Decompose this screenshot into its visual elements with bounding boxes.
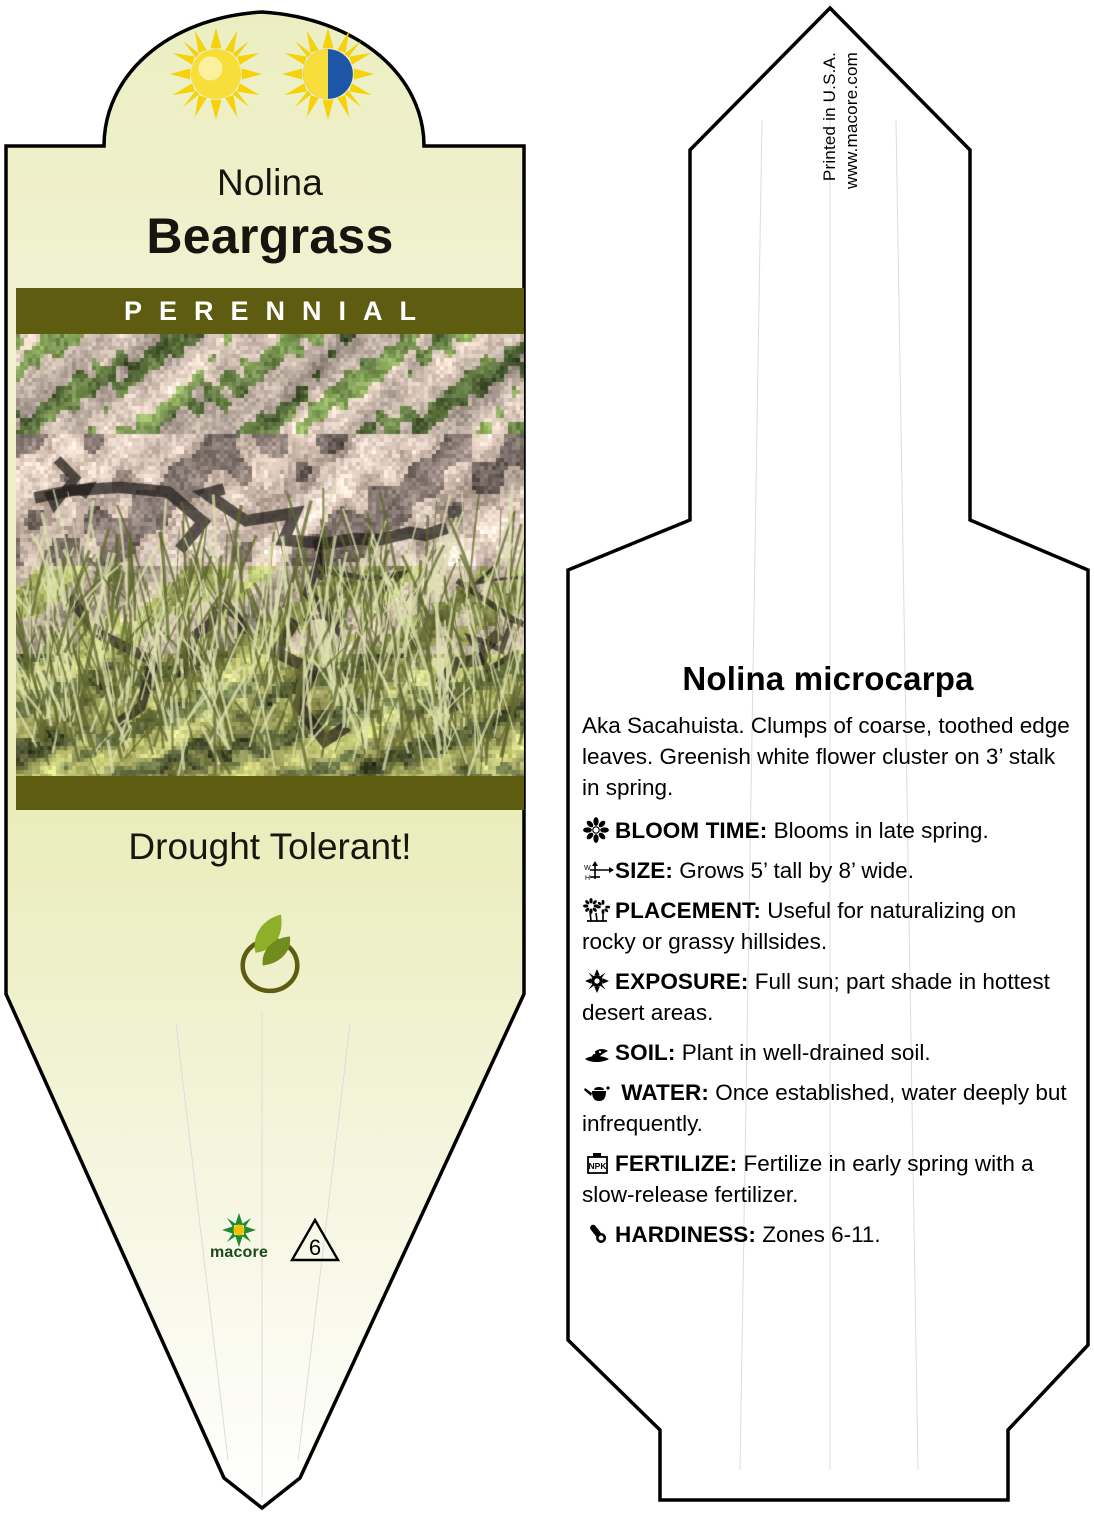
svg-text:W: W bbox=[584, 865, 591, 872]
fact-label: SOIL: bbox=[615, 1040, 676, 1065]
fact-label: EXPOSURE: bbox=[615, 969, 749, 994]
front-tag bbox=[0, 0, 540, 1519]
soil-icon bbox=[582, 1039, 612, 1065]
macore-wordmark: macore bbox=[209, 1244, 269, 1261]
back-content bbox=[582, 660, 1074, 1259]
fact-text: Full sun; part shade in hottest desert areas. bbox=[582, 969, 1050, 1025]
print-info bbox=[804, 52, 861, 252]
category-banner: PERENNIAL bbox=[16, 288, 524, 334]
fact-text: Blooms in late spring. bbox=[773, 818, 989, 843]
fact-label: HARDINESS: bbox=[615, 1222, 757, 1247]
fact-water bbox=[582, 1077, 1074, 1139]
svg-text:NPK: NPK bbox=[588, 1161, 607, 1171]
fact-label: FERTILIZE: bbox=[615, 1151, 738, 1176]
leaf-logo-icon bbox=[224, 900, 316, 1000]
botanical-name: Nolina microcarpa bbox=[682, 660, 974, 697]
fact-placement bbox=[582, 895, 1074, 957]
plant-common-name: Beargrass bbox=[146, 208, 394, 264]
fact-fertilize bbox=[582, 1148, 1074, 1210]
fact-text: Zones 6-11. bbox=[762, 1222, 881, 1247]
plant-common-genus: Nolina bbox=[216, 162, 324, 203]
fact-text: Fertilize in early spring with a slow-release fertilizer. bbox=[582, 1151, 1034, 1207]
fact-label: PLACEMENT: bbox=[615, 898, 761, 923]
fact-exposure bbox=[582, 966, 1074, 1028]
photo-bottom-bar bbox=[16, 776, 524, 810]
fact-text: Useful for naturalizing on rocky or grassy hillsides. bbox=[582, 898, 1017, 954]
printed-in-usa: Printed in U.S.A. bbox=[820, 52, 839, 182]
placement-icon bbox=[582, 897, 612, 923]
fact-text: Plant in well-drained soil. bbox=[681, 1040, 931, 1065]
website-url: www.macore.com bbox=[842, 52, 861, 189]
plant-description: Aka Sacahuista. Clumps of coarse, toothed edge leaves. Greenish white flower cluster on 3’ stalk in spring. bbox=[582, 713, 1070, 800]
fact-label: BLOOM TIME: bbox=[615, 818, 768, 843]
recycle-6-icon bbox=[288, 1214, 342, 1266]
part-sun-icon bbox=[282, 28, 374, 120]
title-band bbox=[16, 146, 524, 280]
water-icon bbox=[582, 1079, 612, 1105]
back-tag bbox=[540, 0, 1094, 1519]
fact-bloom-time bbox=[582, 815, 1074, 846]
svg-text:6: 6 bbox=[308, 1235, 322, 1260]
svg-text:H: H bbox=[585, 875, 591, 882]
size-icon bbox=[582, 857, 612, 883]
fact-hardiness bbox=[582, 1219, 1074, 1250]
sun-icon-row bbox=[160, 28, 390, 118]
brand-marks bbox=[196, 1212, 346, 1268]
fact-text: Once established, water deeply but infrequently. bbox=[582, 1080, 1067, 1136]
fact-label: SIZE: bbox=[615, 858, 674, 883]
full-sun-icon bbox=[170, 28, 262, 120]
fact-label: WATER: bbox=[621, 1080, 709, 1105]
fertilize-icon bbox=[582, 1150, 612, 1176]
fact-soil bbox=[582, 1037, 1074, 1068]
fact-size bbox=[582, 855, 1074, 886]
exposure-icon bbox=[582, 968, 612, 994]
tagline: Drought Tolerant! bbox=[128, 826, 412, 867]
fact-text: Grows 5’ tall by 8’ wide. bbox=[679, 858, 914, 883]
bloom-time-icon bbox=[582, 817, 612, 843]
hardiness-icon bbox=[582, 1221, 612, 1247]
plant-photo bbox=[16, 334, 524, 776]
